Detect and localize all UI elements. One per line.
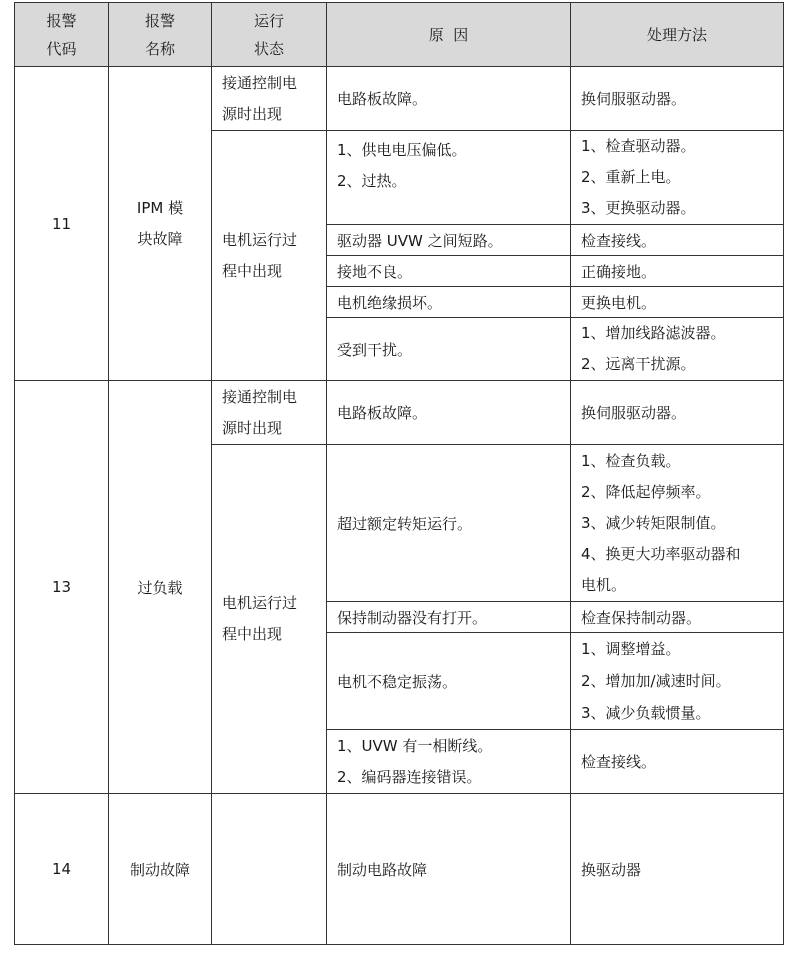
header-cause: 原 因: [327, 3, 571, 67]
alarm-code: 13: [15, 381, 109, 794]
cause-cell: 接地不良。: [327, 256, 571, 287]
cause-cell: 电路板故障。: [327, 381, 571, 445]
method-cell: 换伺服驱动器。: [571, 381, 784, 445]
run-state: 电机运行过 程中出现: [212, 445, 327, 794]
header-method: 处理方法: [571, 3, 784, 67]
cause-cell: 受到干扰。: [327, 318, 571, 381]
cause-cell: 电机绝缘损坏。: [327, 287, 571, 318]
header-code: 报警 代码: [15, 3, 109, 67]
alarm-name: 过负载: [109, 381, 212, 794]
method-cell: 检查保持制动器。: [571, 602, 784, 633]
header-state: 运行 状态: [212, 3, 327, 67]
alarm-table: [14, 2, 784, 945]
method-cell: 检查接线。: [571, 730, 784, 794]
alarm-code: 11: [15, 67, 109, 381]
cause-cell: 电路板故障。: [327, 67, 571, 131]
cause-cell: 1、供电电压偏低。 2、过热。: [327, 131, 571, 225]
run-state: 接通控制电 源时出现: [212, 67, 327, 131]
cause-cell: 制动电路故障: [327, 794, 571, 945]
cause-cell: 超过额定转矩运行。: [327, 445, 571, 602]
method-cell: 1、检查驱动器。 2、重新上电。 3、更换驱动器。: [571, 131, 784, 225]
method-cell: 换驱动器: [571, 794, 784, 945]
method-cell: 更换电机。: [571, 287, 784, 318]
method-cell: 换伺服驱动器。: [571, 67, 784, 131]
alarm-name: IPM 模 块故障: [109, 67, 212, 381]
cause-cell: 保持制动器没有打开。: [327, 602, 571, 633]
table-row: [15, 67, 784, 131]
run-state: 接通控制电 源时出现: [212, 381, 327, 445]
method-cell: 正确接地。: [571, 256, 784, 287]
cause-cell: 1、UVW 有一相断线。 2、编码器连接错误。: [327, 730, 571, 794]
method-cell: 检查接线。: [571, 225, 784, 256]
cause-cell: 驱动器 UVW 之间短路。: [327, 225, 571, 256]
alarm-code: 14: [15, 794, 109, 945]
table-row: [15, 381, 784, 445]
method-cell: 1、增加线路滤波器。 2、远离干扰源。: [571, 318, 784, 381]
header-row: [15, 3, 784, 67]
cause-cell: 电机不稳定振荡。: [327, 633, 571, 730]
method-cell: 1、调整增益。 2、增加加/减速时间。 3、减少负载惯量。: [571, 633, 784, 730]
method-cell: 1、检查负载。 2、降低起停频率。 3、减少转矩限制值。 4、换更大功率驱动器和 电机。: [571, 445, 784, 602]
table-row: [15, 794, 784, 945]
alarm-name: 制动故障: [109, 794, 212, 945]
run-state: [212, 794, 327, 945]
run-state: 电机运行过 程中出现: [212, 131, 327, 381]
header-name: 报警 名称: [109, 3, 212, 67]
